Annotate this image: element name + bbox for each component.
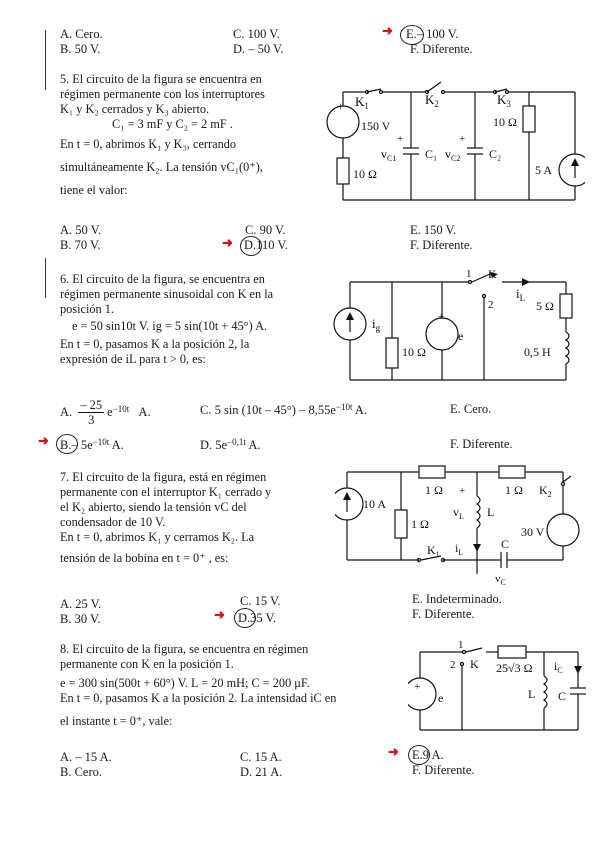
k2-label: $K_2$ [425, 92, 439, 109]
inductor-label: L [528, 687, 536, 701]
pos2-label: 2 [488, 299, 494, 311]
k-label: K [488, 268, 497, 281]
q5-option-b[interactable]: B. 70 V. [60, 238, 101, 252]
q6-option-b[interactable]: B.– $5e^{-10t}$ A. [60, 437, 124, 452]
capacitor-label: C [501, 537, 510, 551]
q5-line: En t = 0, abrimos K₁ y K₃, cerrando [60, 137, 237, 151]
plus-sign: + [337, 99, 344, 113]
q8-option-d[interactable]: D. 21 A. [240, 765, 283, 779]
answer-arrow-icon: ➜ [388, 744, 399, 759]
answer-arrow-icon: ➜ [222, 235, 233, 250]
k-label: K [470, 657, 479, 671]
q6-line: posición 1. [60, 302, 114, 316]
pos1-label: 1 [466, 268, 472, 280]
q4-option-b[interactable]: B. 50 V. [60, 42, 101, 56]
q5-circuit-diagram [325, 78, 585, 208]
q5-line: C₁ = 3 mF y C₂ = 2 mF . [112, 117, 233, 131]
q7-option-b[interactable]: B. 30 V. [60, 612, 101, 626]
q6-option-a[interactable]: A. $\frac{- 25}{3}$ $e^{-10t}$ A. [60, 398, 151, 428]
isource-label: 5 A [535, 163, 553, 177]
answer-arrow-icon: ➜ [38, 433, 49, 448]
q6-line: e = 50 sin10t V. ig = 5 sin(10t + 45°) A. [72, 319, 268, 333]
e-label: e [438, 691, 444, 705]
q5-option-e[interactable]: E. 150 V. [410, 223, 457, 237]
q5-line: 5. El circuito de la figura se encuentra en [60, 72, 262, 86]
arrow-up-icon [346, 312, 354, 320]
q7-line: condensador de 10 V. [60, 515, 166, 529]
vc1-label: $v_{C1}$ [381, 147, 397, 163]
q6-circuit-diagram [330, 268, 590, 386]
q5-line: simultáneamente K₂. La tensión vC₁(0⁺), [60, 160, 263, 174]
arrow-up-icon [571, 158, 579, 166]
vsource-label: 30 V [521, 525, 545, 539]
res-label: 25√3 Ω [496, 661, 533, 675]
q8-option-b[interactable]: B. Cero. [60, 765, 103, 779]
q6-line: En t = 0, pasamos K a la posición 2, la [60, 337, 250, 351]
q4-option-a[interactable]: A. Cero. [60, 27, 103, 41]
res-label: 1 Ω [505, 483, 523, 497]
q4-option-d[interactable]: D. – 50 V. [233, 42, 284, 56]
res-label: 1 Ω [425, 483, 443, 497]
q8-circuit-diagram [408, 638, 588, 736]
q7-line: el K₂ abierto, siendo la tensión vC del [60, 500, 247, 514]
q6-option-d[interactable]: D. $5e^{-0,1t}$ A. [200, 437, 261, 452]
arrow-down-icon [473, 544, 481, 552]
q7-option-c[interactable]: C. 15 V. [240, 594, 281, 608]
q4-option-f[interactable]: F. Diferente. [410, 42, 473, 56]
k3-label: $K_3$ [497, 92, 511, 109]
arrow-right-icon [522, 278, 530, 286]
res-label: 10 Ω [493, 115, 517, 129]
q6-option-e[interactable]: E. Cero. [450, 402, 492, 416]
capacitor-label: C [558, 689, 567, 703]
plus-sign: + [397, 133, 404, 145]
q6-statement [60, 272, 330, 367]
vl-label: $v_L$ [453, 505, 464, 521]
q4-option-c[interactable]: C. 100 V. [233, 27, 280, 41]
q7-line: permanente con el interruptor K₁ cerrado y [60, 485, 272, 499]
arrow-up-icon [343, 492, 351, 500]
q8-option-e[interactable]: E.9 A. [412, 748, 444, 762]
ig-label: $i_g$ [372, 316, 381, 333]
q6-line: 6. El circuito de la figura, se encuentra en [60, 272, 265, 286]
ic-label: $i_C$ [554, 659, 563, 675]
q8-line: permanente con K en la posición 1. [60, 657, 234, 671]
q5-statement [60, 72, 322, 198]
q7-statement [60, 470, 330, 566]
q7-option-e[interactable]: E. Indeterminado. [412, 592, 502, 606]
q7-option-f[interactable]: F. Diferente. [412, 607, 475, 621]
q8-line: el instante t = 0⁺, vale: [60, 714, 173, 728]
inductor-label: L [487, 505, 495, 519]
q7-option-a[interactable]: A. 25 V. [60, 597, 102, 611]
plus-sign: + [459, 485, 466, 497]
q8-line: 8. El circuito de la figura, se encuentra en régimen [60, 642, 309, 656]
margin-line [45, 30, 46, 90]
q7-option-d[interactable]: D.35 V. [238, 611, 277, 625]
q4-option-e[interactable]: E.– 100 V. [406, 27, 459, 41]
e-label: e [458, 329, 464, 343]
q5-option-d[interactable]: D.110 V. [244, 238, 288, 252]
il-label: $i_L$ [455, 541, 464, 557]
margin-line [45, 258, 46, 298]
q7-line: En t = 0, abrimos K₁ y cerramos K₂. La [60, 530, 255, 544]
c2-label: C₂ [489, 147, 502, 161]
inductor-label: 0,5 H [524, 345, 551, 359]
q8-option-a[interactable]: A. – 15 A. [60, 750, 112, 764]
answer-arrow-icon: ➜ [214, 607, 225, 622]
q6-line: expresión de iL para t > 0, es: [60, 352, 206, 366]
res-label: 10 Ω [402, 345, 426, 359]
res-label: 1 Ω [411, 517, 429, 531]
k1-label: $K_1$ [355, 94, 369, 111]
q5-line: régimen permanente con los interruptores [60, 87, 265, 101]
vc2-label: $v_{C2}$ [445, 147, 461, 163]
pos1-label: 1 [458, 639, 464, 651]
q5-option-c[interactable]: C. 90 V. [245, 223, 286, 237]
q5-line: tiene el valor: [60, 183, 128, 197]
q5-option-a[interactable]: A. 50 V. [60, 223, 102, 237]
q8-line: En t = 0, pasamos K a la posición 2. La intensidad iC en [60, 691, 337, 705]
q5-line: K₁ y K₂ cerrados y K₃ abierto. [60, 102, 210, 116]
q8-line: e = 300 sin(500t + 60°) V. L = 20 mH; C = 200 μF. [60, 676, 310, 690]
c1-label: C₁ [425, 147, 438, 161]
q5-option-f[interactable]: F. Diferente. [410, 238, 473, 252]
q6-line: régimen permanente sinusoidal con K en la [60, 287, 274, 301]
pos2-label: 2 [450, 659, 456, 671]
k1-label: $K_1$ [427, 543, 440, 559]
plus-sign: + [459, 133, 466, 145]
q7-circuit-diagram [335, 456, 590, 588]
q7-line: tensión de la bobina en t = 0⁺ , es: [60, 551, 229, 565]
res-label: 10 Ω [353, 167, 377, 181]
q6-option-f[interactable]: F. Diferente. [450, 437, 513, 451]
isource-label: 10 A [363, 497, 387, 511]
vc-label: $v_C$ [495, 573, 506, 587]
answer-arrow-icon: ➜ [382, 23, 393, 38]
source-label: 150 V [361, 119, 391, 133]
plus-sign: + [414, 681, 421, 693]
plus-sign: + [438, 311, 445, 323]
q8-statement [60, 642, 400, 729]
k2-label: $K_2$ [539, 483, 552, 499]
q7-line: 7. El circuito de la figura, está en régimen [60, 470, 267, 484]
arrow-down-icon [574, 666, 582, 674]
il-label: $i_L$ [516, 286, 526, 303]
q8-option-c[interactable]: C. 15 A. [240, 750, 282, 764]
q6-option-c[interactable]: C. 5 $\sin (10t - 45^\circ) - 8,55e^{-10t}$ A. [200, 402, 368, 417]
res-label: 5 Ω [536, 299, 554, 313]
q8-option-f[interactable]: F. Diferente. [412, 763, 475, 777]
